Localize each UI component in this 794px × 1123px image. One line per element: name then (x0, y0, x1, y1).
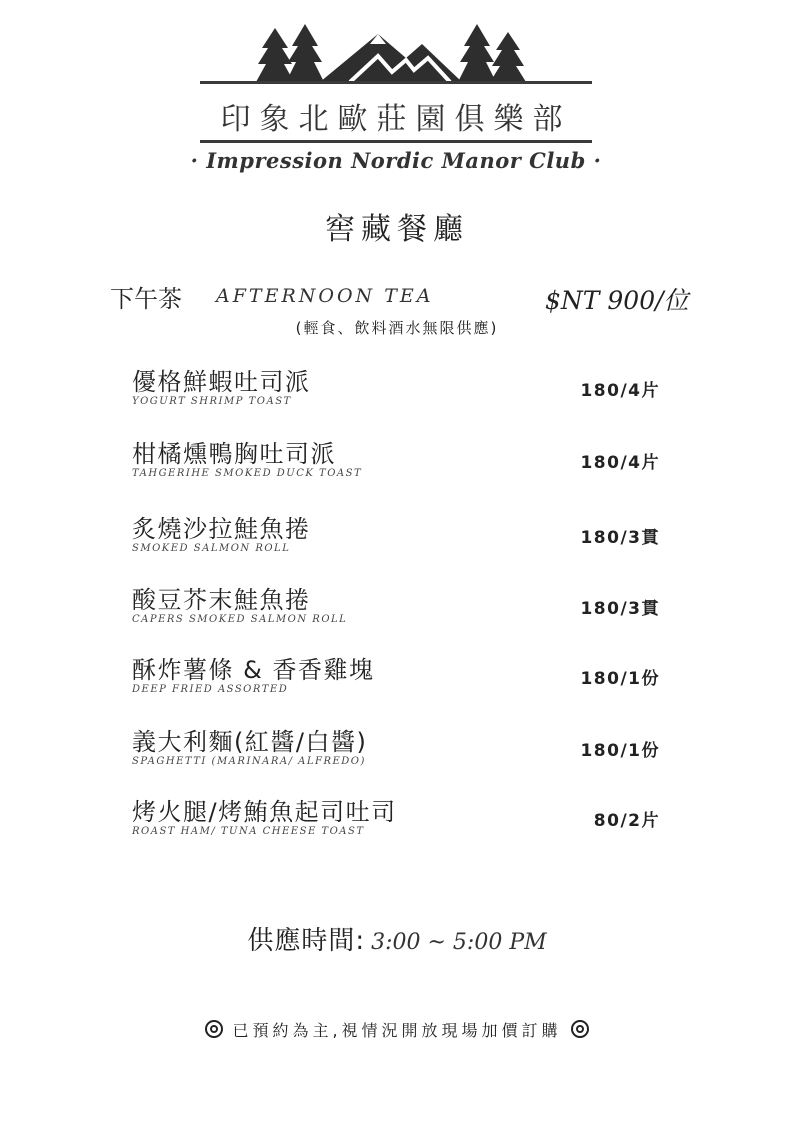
mountains-trees-logo (200, 20, 592, 86)
divider (200, 140, 592, 143)
menu-item-name-cn: 義大利麵(紅醬/白醬) (132, 728, 368, 756)
menu-item-name-en: CAPERS SMOKED SALMON ROLL (132, 614, 348, 625)
menu-item-name-en: TAHGERIHE SMOKED DUCK TOAST (132, 468, 363, 479)
menu-item-name-cn: 優格鮮蝦吐司派 (132, 368, 311, 396)
menu-item-name-en: YOGURT SHRIMP TOAST (132, 396, 292, 407)
menu-item-name-cn: 炙燒沙拉鮭魚捲 (132, 515, 311, 543)
menu-item (132, 650, 672, 710)
menu-item-price: 80/2片 (593, 811, 660, 831)
menu-item (132, 509, 672, 569)
menu-item-name-cn: 酥炸薯條 & 香香雞塊 (132, 656, 375, 684)
afternoon-tea-label-en: AFTERNOON TEA (216, 285, 434, 307)
menu-item-name-en: ROAST HAM/ TUNA CHEESE TOAST (132, 826, 365, 837)
menu-item-price: 180/3貫 (580, 528, 660, 548)
menu-item-price: 180/1份 (580, 669, 660, 689)
afternoon-tea-price: $NT 900/位 (545, 286, 689, 315)
menu-item-name-cn: 酸豆芥末鮭魚捲 (132, 586, 311, 614)
menu-item-name-cn: 烤火腿/烤鮪魚起司吐司 (132, 798, 397, 826)
menu-item-name-en: SMOKED SALMON ROLL (132, 543, 291, 554)
tree-icon (490, 32, 526, 82)
menu-item-name-cn: 柑橘燻鴨胸吐司派 (132, 440, 336, 468)
menu-item (132, 362, 672, 422)
menu-item-price: 180/4片 (580, 381, 660, 401)
tree-icon (458, 24, 496, 82)
menu-item (132, 722, 672, 782)
section-title: 窖藏餐廳 (325, 212, 469, 247)
service-hours-value: 3:00 ~ 5:00 PM (371, 930, 547, 955)
tree-icon (256, 28, 294, 82)
tree-icon (286, 24, 324, 82)
service-hours-label: 供應時間: (247, 926, 366, 956)
double-circle-icon (571, 1020, 589, 1038)
menu-item-price: 180/1份 (580, 741, 660, 761)
service-hours (0, 920, 794, 957)
brand-name-cn: 印象北歐莊園俱樂部 (220, 102, 572, 137)
menu-item-price: 180/3貫 (580, 599, 660, 619)
menu-item-name-en: DEEP FRIED ASSORTED (132, 684, 289, 695)
afternoon-tea-label-cn: 下午茶 (110, 285, 182, 313)
menu-item-name-en: SPAGHETTI (MARINARA/ ALFREDO) (132, 756, 366, 767)
brand-name-en: · Impression Nordic Manor Club · (190, 148, 602, 173)
menu-item (132, 434, 672, 494)
footer-note (0, 1018, 794, 1041)
afternoon-tea-note: (輕食、飲料酒水無限供應) (295, 319, 499, 337)
footer-note-text: 已預約為主,視情況開放現場加價訂購 (232, 1021, 562, 1040)
menu-item (132, 792, 672, 852)
double-circle-icon (205, 1020, 223, 1038)
menu-item (132, 580, 672, 640)
menu-item-price: 180/4片 (580, 453, 660, 473)
